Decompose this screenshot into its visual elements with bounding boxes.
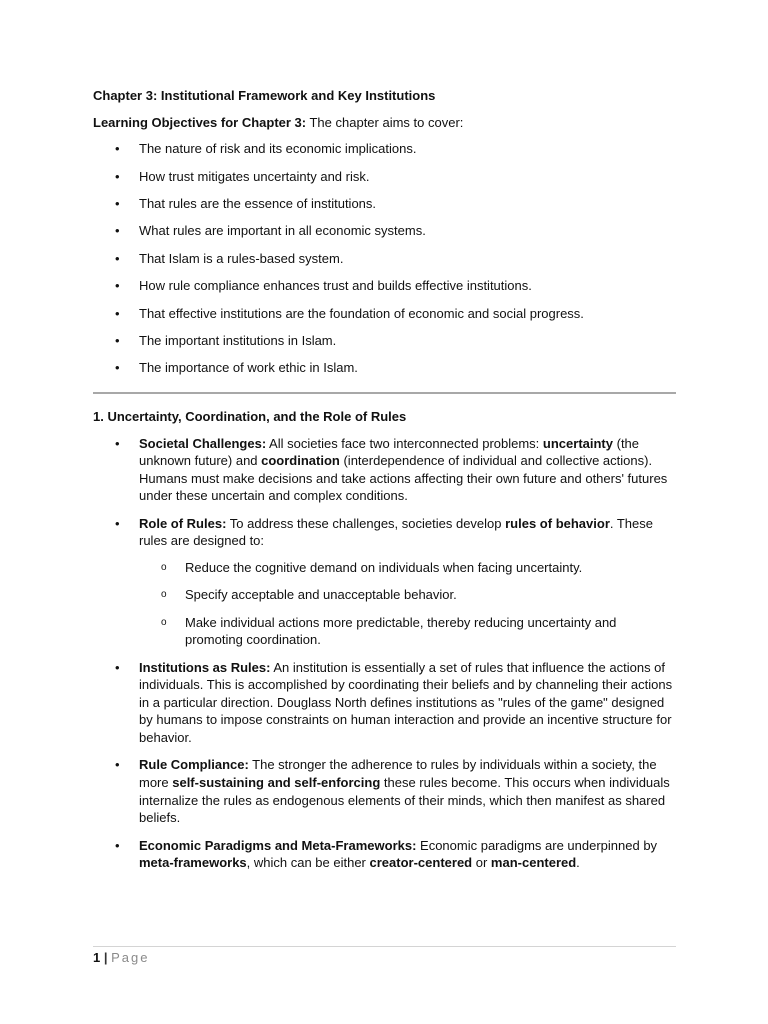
sub-list [139, 559, 676, 649]
sub-list-item: o Reduce the cognitive demand on individuals when facing uncertainty. [139, 559, 676, 577]
bullet-text: . [576, 855, 580, 871]
sub-list-item: o Make individual actions more predictable, thereby reducing uncertainty and promoting coordination. [139, 614, 676, 649]
keyword: creator-centered [369, 855, 473, 871]
bullet-text: these rules become. This occurs when individuals internalize the rules as endogenous elements of their minds, which then manifest as shared beliefs. [139, 774, 670, 826]
bullet-label: Rule Compliance: [139, 757, 249, 773]
list-item: • How trust mitigates uncertainty and risk. [93, 168, 676, 186]
bullet-text: All societies face two interconnected problems: [266, 435, 543, 451]
learning-objectives-label: Learning Objectives for Chapter 3: [93, 114, 307, 130]
list-item-role-of-rules [93, 515, 676, 649]
bullet-label: Economic Paradigms and Meta-Frameworks: [139, 837, 417, 853]
list-item: • The important institutions in Islam. [93, 332, 676, 350]
list-item: • That effective institutions are the foundation of economic and social progress. [93, 305, 676, 323]
document-page [93, 87, 676, 882]
list-item-economic-paradigms [93, 837, 676, 872]
keyword: coordination [261, 453, 340, 469]
bullet-text: An institution is essentially a set of rules that influence the actions of individuals. This is accomplished by coordinating their beliefs and by channeling their actions in a particular direction. Douglass North defines institutions as "rules of the game" designed by humans to impose constraints on human interaction and provide an incentive structure for behavior. [139, 659, 673, 745]
list-item-societal-challenges [93, 435, 676, 505]
bullet-label: Role of Rules: [139, 515, 227, 531]
list-item-rule-compliance [93, 756, 676, 826]
bullet-text: The stronger the adherence to rules by individuals within a society, the more [139, 757, 657, 790]
bullet-text: , which can be either [246, 855, 370, 871]
list-item: • What rules are important in all economic systems. [93, 222, 676, 240]
chapter-title: Chapter 3: Institutional Framework and Key Institutions [93, 88, 436, 103]
bullet-label: Institutions as Rules: [139, 659, 271, 675]
footer-separator: | [100, 950, 112, 965]
page-label: Page [111, 950, 150, 965]
bullet-text: Economic paradigms are underpinned by [416, 837, 658, 853]
learning-objectives-text: The chapter aims to cover: [306, 114, 464, 130]
section-1-title: 1. Uncertainty, Coordination, and the Role of Rules [93, 408, 407, 424]
learning-objectives-intro [93, 114, 676, 132]
list-item: • The nature of risk and its economic implications. [93, 140, 676, 158]
learning-objectives-list [93, 140, 676, 377]
page-footer [93, 946, 676, 967]
horizontal-divider [93, 392, 676, 394]
keyword: rules of behavior [505, 515, 610, 531]
list-item: • That rules are the essence of institutions. [93, 195, 676, 213]
page-number: 1 [93, 950, 101, 965]
sub-list-item: o Specify acceptable and unacceptable behavior. [139, 586, 676, 604]
bullet-text: . These rules are designed to: [139, 515, 653, 549]
bullet-label: Societal Challenges: [139, 435, 267, 451]
section-1-list [93, 435, 676, 872]
list-item: • How rule compliance enhances trust and builds effective institutions. [93, 277, 676, 295]
bullet-text: To address these challenges, societies develop [226, 515, 506, 531]
keyword: self-sustaining and self-enforcing [172, 774, 381, 790]
bullet-text: (the unknown future) and [139, 435, 640, 469]
keyword: man-centered [490, 855, 577, 871]
list-item-institutions-as-rules [93, 659, 676, 747]
keyword: uncertainty [542, 435, 613, 451]
bullet-text: (interdependence of individual and collective actions). Humans must make decisions and take actions affecting their own future and others' futures under these uncertain and complex conditions. [139, 453, 668, 504]
bullet-text: or [472, 855, 491, 871]
list-item: • That Islam is a rules-based system. [93, 250, 676, 268]
keyword: meta-frameworks [139, 855, 247, 871]
list-item: • The importance of work ethic in Islam. [93, 359, 676, 377]
